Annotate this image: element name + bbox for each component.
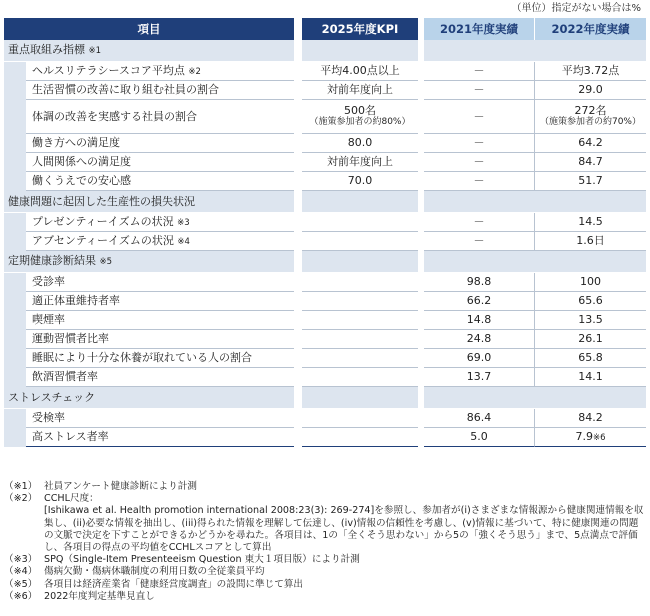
y2022-value: 14.1: [578, 370, 603, 383]
y2021-cell: [424, 409, 535, 428]
kpi-cell: [302, 428, 418, 447]
kpi-table: [4, 18, 646, 447]
row-label-text: 受診率: [32, 275, 65, 288]
kpi-cell: [302, 172, 418, 191]
y2021-cell: [424, 100, 535, 134]
kpi-value: 対前年度向上: [327, 155, 393, 168]
row-label-text: 飲酒習慣者率: [32, 370, 98, 383]
y2021-cell: [424, 292, 535, 311]
y2022-cell: [535, 100, 646, 134]
header-kpi: 2025年度KPI: [302, 18, 418, 40]
section-row: [4, 387, 646, 409]
y2021-cell: [424, 232, 535, 251]
table-row: [4, 81, 646, 100]
section-title: [4, 40, 294, 62]
y2022-value: 7.9: [575, 429, 593, 443]
y2022-cell: [535, 292, 646, 311]
row-label-text: 喫煙率: [32, 313, 65, 326]
y2021-cell: [424, 311, 535, 330]
footnote-mark: （※2）: [4, 493, 38, 505]
footnote-mark: （※4）: [4, 566, 38, 578]
header-2022: 2022年度実績: [535, 18, 646, 40]
kpi-cell: [302, 153, 418, 172]
footnote-mark: [4, 505, 44, 554]
table-row: [4, 368, 646, 387]
table-body: [4, 40, 646, 447]
section-row: [4, 251, 646, 273]
y2021-value: －: [473, 109, 485, 123]
row-label-text: 生活習慣の改善に取り組む社員の割合: [32, 83, 219, 96]
table-row: [4, 349, 646, 368]
y2022-cell: [535, 62, 646, 81]
y2021-cell: [424, 81, 535, 100]
y2021-value: 14.8: [466, 313, 492, 326]
section-row: [4, 191, 646, 213]
table-row: [4, 232, 646, 251]
row-note: ※4: [177, 236, 190, 247]
footnote: [4, 579, 646, 591]
y2021-cell: [424, 134, 535, 153]
y2021-cell: [424, 172, 535, 191]
y2021-cell: [424, 368, 535, 387]
section-title-text: ストレスチェック: [8, 390, 96, 404]
kpi-cell: [302, 273, 418, 292]
y2022-value: 51.7: [578, 174, 603, 187]
row-label: [26, 409, 294, 428]
footnote-mark: （※3）: [4, 554, 38, 566]
y2022-value: 64.2: [578, 136, 603, 149]
table-row: [4, 172, 646, 191]
row-label: [26, 292, 294, 311]
footnote-text: 2022年度判定基準見直し: [44, 590, 155, 602]
row-label-text: 働くうえでの安心感: [32, 174, 131, 187]
footnote-text: SPQ（Single-Item Presenteeism Question 東大１項目版）により計測: [44, 554, 360, 566]
footnote: [4, 505, 646, 554]
kpi-value: 80.0: [347, 136, 373, 149]
footnote-mark: （※6）: [4, 590, 38, 602]
y2021-cell: [424, 428, 535, 447]
table-row: [4, 213, 646, 232]
section-note: ※1: [88, 46, 102, 56]
y2021-cell: [424, 213, 535, 232]
section-row: [4, 40, 646, 62]
footnote-mark: （※1）: [4, 481, 38, 492]
footnote: [4, 591, 646, 603]
y2021-value: 5.0: [470, 430, 488, 443]
y2022-value: 84.2: [578, 411, 603, 424]
row-label: [26, 368, 294, 387]
kpi-cell: [302, 409, 418, 428]
footnote-text: [Ishikawa et al. Health promotion international 2008:23(3): 269-274]を参照し、参加者が(i)さまざまな情報源から健康関連情報を収集し、(ii)必要な情報を抽出し、(iii)得られた情報を理解して伝達し、(iv)情報の信頼性を考慮し、(v)情報に基づいて、特に健康関連の問題の文脈で決定を下すことができるかどうかを尋ねた。各項目は、1の「全くそう思わない」から5の「強くそう思う」まで、5点満点で評価し、各項目の得点の平均値をCCHLスコアとして算出: [44, 505, 644, 554]
y2022-value: 14.5: [578, 215, 603, 228]
y2021-cell: [424, 273, 535, 292]
row-label-text: プレゼンティーイズムの状況: [32, 214, 174, 228]
kpi-value: 平均4.00点以上: [320, 64, 400, 77]
table-row: [4, 153, 646, 172]
table-row: [4, 62, 646, 81]
y2021-value: －: [473, 64, 485, 77]
table-header: [4, 18, 646, 40]
row-label: [26, 81, 294, 100]
kpi-cell: [302, 232, 418, 251]
kpi-cell: [302, 134, 418, 153]
kpi-cell: [302, 311, 418, 330]
y2022-cell: [535, 81, 646, 100]
footnote-text: CCHL尺度：: [44, 493, 99, 505]
kpi-value: 70.0: [347, 174, 373, 187]
y2022-cell: [535, 428, 646, 447]
kpi-cell: [302, 349, 418, 368]
row-label: [26, 232, 294, 251]
y2022-cell: [535, 134, 646, 153]
kpi-sub: （施策参加者の約80%）: [309, 117, 411, 127]
y2021-value: 98.8: [466, 275, 492, 288]
section-title: [4, 387, 294, 409]
y2021-cell: [424, 349, 535, 368]
footnote-text: 社員アンケート健康診断により計測: [44, 481, 197, 492]
section-note: ※5: [99, 257, 113, 267]
table-row: [4, 273, 646, 292]
kpi-cell: [302, 368, 418, 387]
y2021-value: 69.0: [466, 351, 492, 364]
footnote: [4, 566, 646, 578]
row-label-text: 高ストレス者率: [32, 430, 109, 443]
kpi-cell: [302, 62, 418, 81]
y2021-value: －: [473, 174, 485, 187]
footnote: [4, 493, 646, 505]
row-note: ※2: [188, 66, 201, 77]
footnote: [4, 481, 646, 493]
row-label: [26, 273, 294, 292]
table-row: [4, 134, 646, 153]
y2022-value: 65.8: [578, 351, 603, 364]
y2022-cell: [535, 232, 646, 251]
row-label: [26, 213, 294, 232]
row-label-text: 人間関係への満足度: [32, 155, 131, 168]
kpi-cell: [302, 292, 418, 311]
footnote-text: 傷病欠勤・傷病休職制度の利用日数の全従業員平均: [44, 566, 265, 578]
unit-note: （単位）指定がない場合は%: [511, 3, 641, 14]
y2022-cell: [535, 273, 646, 292]
y2022-value: 272名: [574, 104, 607, 117]
row-label-text: 睡眠により十分な休養が取れている人の割合: [32, 351, 252, 364]
y2021-value: －: [473, 234, 485, 247]
y2022-cell: [535, 349, 646, 368]
y2022-value: 84.7: [578, 155, 603, 168]
y2022-cell: [535, 153, 646, 172]
header-2021: 2021年度実績: [424, 18, 535, 40]
row-label: [26, 172, 294, 191]
row-label: [26, 100, 294, 134]
row-label: [26, 330, 294, 349]
table-row: [4, 311, 646, 330]
y2022-cell: [535, 330, 646, 349]
y2022-cell: [535, 409, 646, 428]
section-title: [4, 191, 294, 213]
y2022-value: 平均3.72点: [561, 64, 620, 77]
y2022-cell: [535, 368, 646, 387]
kpi-cell: [302, 213, 418, 232]
table-row: [4, 409, 646, 428]
y2021-cell: [424, 62, 535, 81]
row-label-text: 適正体重維持者率: [32, 294, 120, 307]
y2021-value: 86.4: [466, 411, 492, 424]
section-title-text: 重点取組み指標: [8, 43, 85, 56]
y2021-value: －: [473, 155, 485, 168]
section-title-text: 健康問題に起因した生産性の損失状況: [8, 194, 195, 208]
footnotes: [4, 481, 646, 603]
row-label: [26, 311, 294, 330]
y2022-value: 29.0: [578, 83, 603, 96]
y2022-value: 100: [580, 275, 601, 288]
y2022-value: 1.6日: [576, 234, 605, 247]
y2021-cell: [424, 153, 535, 172]
header-item: 項目: [4, 18, 294, 40]
y2021-value: －: [473, 215, 485, 228]
footnote: [4, 554, 646, 566]
kpi-cell: [302, 81, 418, 100]
kpi-cell: [302, 330, 418, 349]
y2022-cell: [535, 213, 646, 232]
kpi-value: 500名: [344, 104, 376, 117]
y2022-cell: [535, 172, 646, 191]
table-row: [4, 428, 646, 447]
row-label-text: 働き方への満足度: [32, 136, 120, 149]
table-row: [4, 292, 646, 311]
row-label-text: 体調の改善を実感する社員の割合: [32, 109, 197, 123]
row-label: [26, 349, 294, 368]
y2021-value: 13.7: [466, 370, 492, 383]
footnote-mark: （※5）: [4, 578, 38, 590]
y2022-value: 26.1: [578, 332, 603, 345]
y2021-value: －: [473, 136, 485, 149]
row-label-text: 運動習慣者比率: [32, 332, 109, 345]
y2022-sub: （施策参加者の約70%）: [539, 117, 641, 127]
row-label-text: アブセンティーイズムの状況: [32, 233, 174, 247]
row-label: [26, 62, 294, 81]
y2021-value: －: [473, 83, 485, 96]
row-note: ※3: [177, 217, 190, 228]
y2021-value: 66.2: [466, 294, 492, 307]
section-title: [4, 251, 294, 273]
y2022-note: ※6: [592, 432, 606, 443]
y2022-value: 65.6: [578, 294, 603, 307]
table-row: [4, 330, 646, 349]
table-row: [4, 100, 646, 134]
kpi-cell: [302, 100, 418, 134]
y2022-value: 13.5: [578, 313, 603, 326]
y2021-cell: [424, 330, 535, 349]
y2021-value: 24.8: [466, 332, 492, 345]
kpi-value: 対前年度向上: [327, 83, 393, 96]
footnote-text: 各項目は経済産業省「健康経営度調査」の設問に準じて算出: [44, 578, 304, 590]
row-label-text: ヘルスリテラシースコア平均点: [32, 63, 185, 77]
row-label: [26, 428, 294, 447]
row-label: [26, 153, 294, 172]
y2022-cell: [535, 311, 646, 330]
section-title-text: 定期健康診断結果: [8, 254, 96, 267]
row-label-text: 受検率: [32, 411, 65, 424]
row-label: [26, 134, 294, 153]
